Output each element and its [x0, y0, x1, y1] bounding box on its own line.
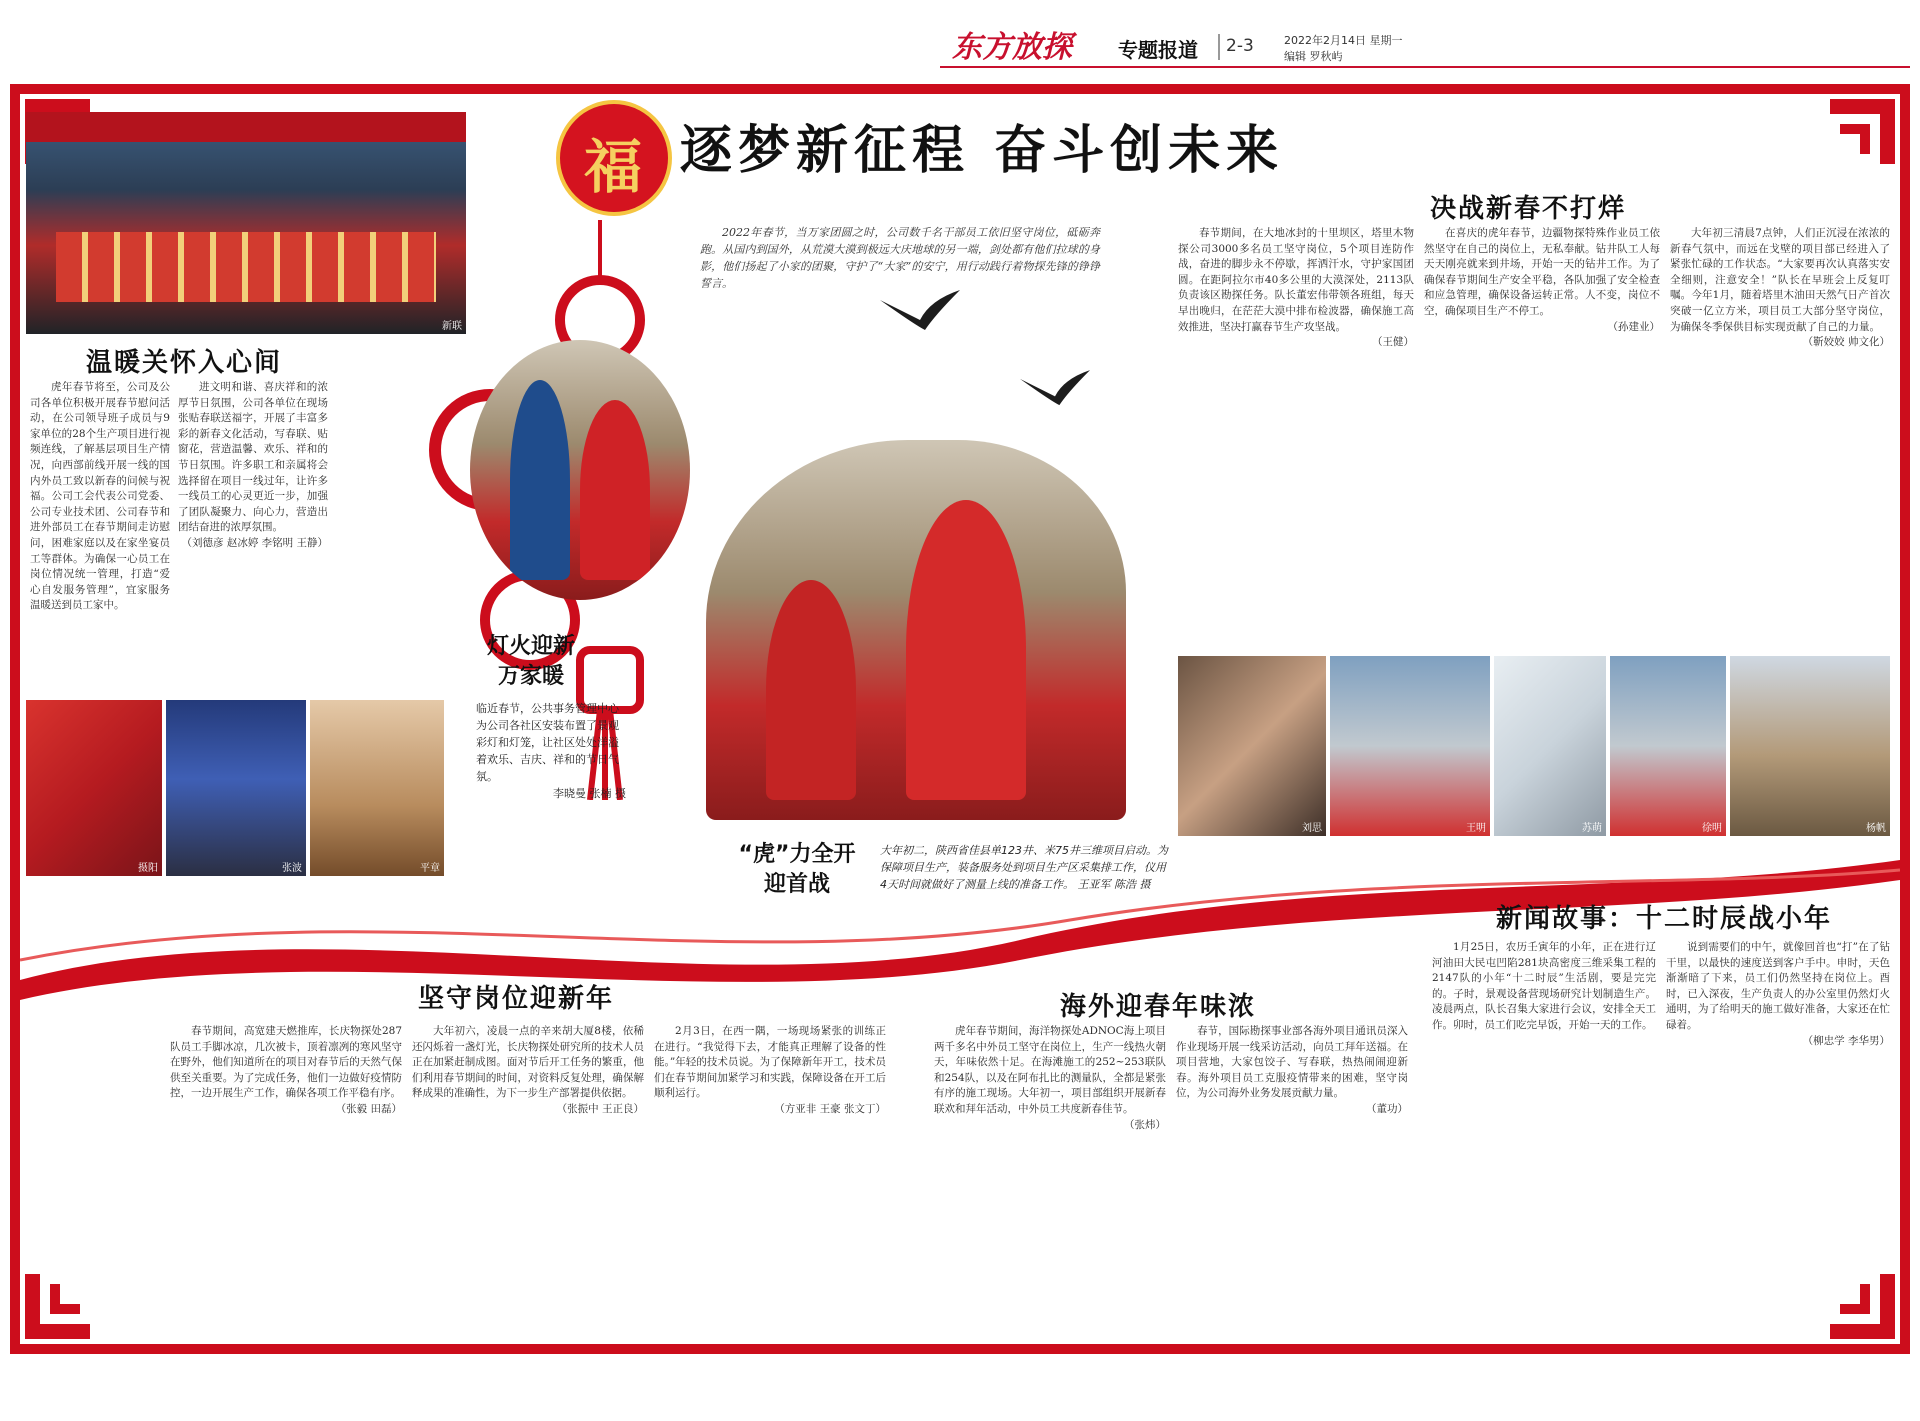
photo-rig-workers [1610, 656, 1726, 836]
title-line: “虎”力全开 [738, 842, 856, 867]
section-title-tiger [712, 840, 882, 900]
byline: （张炜） [1124, 1118, 1166, 1131]
swallow-icon [1020, 370, 1090, 414]
article-text: 说到需要们的中午，就像回首也“打”在了钻干里，以最快的速度送到客户手中。申时，天色渐渐暗了下来，员工们仍然坚持在岗位上。酉时，已入深夜，生产负责人的办公室里仍然灯火通明，为了给明天的施工做好准备，大家还在忙碌着。 [1666, 941, 1890, 1031]
title-line: 灯火迎新 [486, 634, 575, 659]
section-title-story: 新闻故事：十二时辰战小年 [1496, 904, 1833, 934]
section-title-battle: 决战新春不打烊 [1430, 194, 1627, 224]
masthead-rule [940, 66, 1910, 68]
intro-paragraph: 2022年春节，当万家团圆之时，公司数千名干部员工依旧坚守岗位，砥砺奔跑。从国内到国外，从荒漠大漠到极远大庆地球的另一端，剑处都有他们拉球的身影，他们扬起了小家的团聚，守护了“大家”的安宁，用行动践行着物探先锋的铮铮誓言。 [700, 226, 1100, 290]
article-column [178, 380, 328, 680]
photo-equipment-check [1330, 656, 1490, 836]
article-column [1176, 1024, 1408, 1344]
article-text: 春节期间，在大地冰封的十里坝区，塔里木物探公司3000多名员工坚守岗位，5个项目连防作战，奋进的脚步永不停歇，挥洒汗水，守护家国团圆。在距阿拉尔市40多公里的大漠深处，2113队负责该区勘探任务。队长董宏伟带领各班组，每天早出晚归，在茫茫大漠中排布检波器，确保施工高效推进，坚决打赢春节生产攻坚战。 [1178, 227, 1414, 333]
photo-worker-portrait [1178, 656, 1326, 836]
newspaper-logo: 东方放探 [952, 30, 1072, 65]
article-text: 虎年春节期间，海洋物探处ADNOC海上项目两千多名中外员工坚守在岗位上，生产一线热火朝天，年味依然十足。在海滩施工的252~253联队和254队，以及在阿布扎比的测量队，全都是紧张有序的施工现场。大年初一，项目部组织开展新春联欢和拜年活动，中外员工共度新春佳节。 [934, 1025, 1166, 1115]
article-column [934, 1024, 1166, 1344]
byline: （张振中 王正良） [556, 1102, 644, 1115]
photo-credit: 杨帆 [1866, 823, 1886, 834]
article-text: 春节，国际勘探事业部各海外项目通讯员深入作业现场开展一线采访活动，向员工拜年送福。在项目营地，大家包饺子、写春联，热热闹闹迎新春。海外项目员工克服疫情带来的困难，坚守岗位，为公司海外业务发展贡献力量。 [1176, 1025, 1408, 1100]
article-text: 虎年春节将至，公司及公司各单位积极开展春节慰问活动，在公司领导班子成员与9家单位的28个生产项目进行视频连线，了解基层项目生产情况，向西部前线开展一线的国内外员工致以新春的问候与祝福。公司工会代表公司党委、公司专业技术团、公司春节和进外部员工在春节期间走访慰问，困难家庭以及在家坐宴员工等群体。为确保一心员工在岗位情况统一管理，打造“爱心自发服务管理”，宜家服务温暖送到员工家中。 [30, 381, 170, 612]
photo-credit: 苏萌 [1582, 823, 1602, 834]
article-column [170, 1024, 402, 1344]
photo-credit: 张波 [282, 863, 302, 874]
editor-credit: 编辑 罗秋屿 [1284, 50, 1343, 63]
byline: （张毅 田磊） [335, 1102, 402, 1115]
photo-credit: 王明 [1466, 823, 1486, 834]
byline: （方亚非 王豪 张文丁） [774, 1102, 886, 1115]
article-column [1432, 940, 1656, 1340]
article-column [1666, 940, 1890, 1340]
photo-stage-performance [166, 700, 306, 876]
article-column [1424, 226, 1660, 646]
section-title-overseas: 海外迎春年味浓 [1060, 992, 1257, 1022]
byline: （董功） [1366, 1102, 1408, 1115]
photo-credit: 摄阳 [138, 863, 158, 874]
fu-char: 福 [584, 133, 643, 201]
corner-ornament-bl [20, 1224, 140, 1344]
photo-credit: 徐明 [1702, 823, 1722, 834]
title-line: 万家暖 [497, 664, 564, 689]
section-name: 专题报道 [1118, 38, 1198, 62]
photo-workers-lantern [470, 340, 690, 600]
byline: （柳忠学 李华男） [1802, 1034, 1890, 1047]
section-title-post: 坚守岗位迎新年 [418, 984, 615, 1014]
photo-credit: 李晓曼 张楠 摄 [553, 787, 626, 800]
page-number: 2-3 [1226, 36, 1254, 56]
byline: （刘德彦 赵冰婷 李铭明 王静） [181, 536, 328, 549]
lights-caption [476, 700, 626, 820]
corner-ornament-tr [1780, 94, 1900, 214]
article-text: 进文明和谐、喜庆祥和的浓厚节日氛围，公司各单位在现场张贴春联送福字，开展了丰富多彩的新春文化活动，写春联、贴窗花，营造温馨、欢乐、祥和的节日氛围。许多职工和亲属将会选择留在项目一线过年，让许多一线员工的心灵更近一步，加强了团队凝聚力、向心力，营造出团结奋进的浓厚氛围。 [178, 381, 328, 534]
photo-couplet-holders [26, 700, 162, 876]
tiger-caption [880, 842, 1170, 902]
article-text: 春节期间，高宽建天燃推库，长庆物探处287队员工手脚冰凉，几次被卡，顶着凛冽的寒风坚守在野外，他们知道所在的项目对春节后的天然气保供至关重要。为了完成任务，他们一边做好疫情防控，一边开展生产工作，确保各项工作平稳有序。 [170, 1025, 402, 1100]
masthead [0, 0, 1920, 66]
fu-emblem [556, 100, 672, 216]
photo-credit: 新联 [442, 321, 462, 332]
article-column [30, 380, 170, 680]
photo-group-gathering [26, 112, 466, 334]
article-text: 2月3日，在西一隅，一场现场紧张的训练正在进行。“我觉得下去，才能真正理解了设备的性能。”年轻的技术员说。为了保障新年开工，技术员们在春节期间加紧学习和实践，保障设备在开工后顺利运行。 [654, 1025, 886, 1100]
article-column [1178, 226, 1414, 646]
article-text: 1月25日，农历壬寅年的小年，正在进行辽河油田大民屯凹陷281块高密度三维采集工程的2147队的小年“十二时辰”生活剧，要是完完的。子时，景观设备营现场研究计划制造生产。凌晨两点，队长召集大家进行会议，安排全天工作。卯时，员工们吃完早饭，开始一天的工作。 [1432, 941, 1656, 1031]
article-text: 在喜庆的虎年春节，边疆物探特殊作业员工依然坚守在自己的岗位上，无私奉献。钻井队工人每天天刚亮就来到井场，开始一天的钻井工作。为了确保春节期间生产安全平稳，各队加强了安全检查和应急管理，确保设备运转正常。人不变，岗位不空，确保项目生产不停工。 [1424, 227, 1660, 317]
page-title: 逐梦新征程 奋斗创未来 [680, 121, 1285, 181]
photo-credit: 王亚军 陈浩 摄 [1077, 878, 1151, 891]
title-line: 迎首战 [763, 872, 830, 897]
byline: （孙建业） [1607, 320, 1660, 333]
photo-dumplings [310, 700, 444, 876]
photo-credit: 平章 [420, 863, 440, 874]
article-text: 大年初六，凌晨一点的辛来胡大厦8楼，依稀还闪烁着一盏灯光，长庆物探处研究所的技术人员正在加紧赶制成图。面对节后开工任务的繁重，他们利用春节期间的时间，对资料反复处理，确保解释成果的准确性，为下一步生产部署提供依据。 [412, 1025, 644, 1100]
photo-workers-field [706, 440, 1126, 820]
photo-credit: 刘思 [1302, 823, 1322, 834]
byline: （王健） [1372, 336, 1414, 349]
article-text: 大年初三清晨7点钟，人们正沉浸在浓浓的新春气氛中，而远在戈壁的项目部已经进入了紧张忙碌的工作状态。“大家要再次认真落实安全细则，注意安全！”队长在早班会上反复叮嘱。今年1月，随着塔里木油田天然气日产首次突破一亿立方米，项目员工大部分坚守岗位，为确保冬季保供目标实现贡献了自己的力量。 [1670, 227, 1890, 333]
byline: （靳姣姣 帅文化） [1802, 336, 1890, 349]
article-column [1670, 226, 1890, 646]
section-title-lights [476, 632, 586, 692]
masthead-divider [1218, 34, 1220, 60]
section-title-warm: 温暖关怀入心间 [86, 348, 283, 378]
article-column [654, 1024, 886, 1344]
caption-text: 临近春节，公共事务管理中心为公司各社区安装布置了景观彩灯和灯笼，让社区处处洋溢着欢乐、吉庆、祥和的节日气氛。 [476, 702, 619, 783]
caption-text: 大年初二，陕西省佳县单123井、米75井三维项目启动。为保障项目生产，装备服务处到项目生产区采集排工作，仪用4天时间就做好了测量上线的准备工作。 [880, 844, 1168, 891]
article-column [412, 1024, 644, 1344]
swallow-icon [880, 290, 960, 340]
issue-date: 2022年2月14日 星期一 [1284, 34, 1403, 47]
photo-field-workers [1730, 656, 1890, 836]
photo-lab-work [1494, 656, 1606, 836]
